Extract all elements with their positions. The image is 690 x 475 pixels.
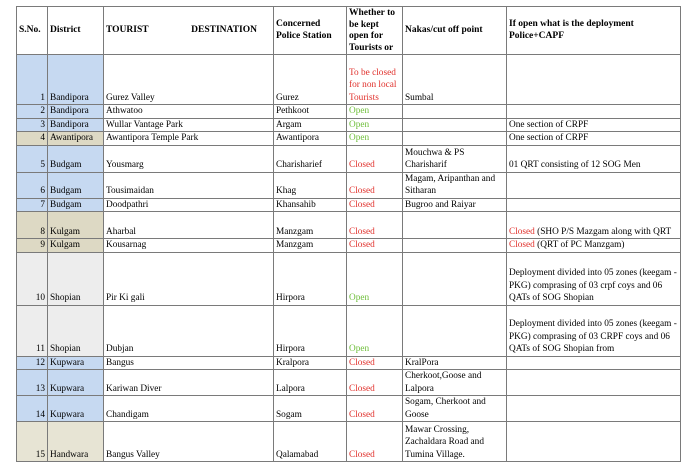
- status-text: Closed: [349, 383, 375, 394]
- cell-police-station: Kralpora: [274, 356, 347, 370]
- cell-deployment: [507, 145, 681, 172]
- cell-deployment: [507, 422, 681, 462]
- cell-district: Budgam: [48, 198, 104, 212]
- cell-police-station: Hirpora: [274, 252, 347, 305]
- cell-deployment: [507, 105, 681, 119]
- table-row: [17, 422, 681, 462]
- cell-sno: 3: [17, 118, 48, 132]
- deployment-status-prefix: Closed: [509, 226, 535, 237]
- cell-deployment: [507, 396, 681, 422]
- cell-destination: Athwatoo: [104, 105, 274, 119]
- cell-open-status: [347, 239, 403, 253]
- cell-nakas: Mouchwa & PS Charisharif: [403, 145, 507, 172]
- status-text: Closed: [349, 186, 375, 196]
- table-row: [17, 145, 681, 172]
- cell-nakas: [403, 105, 507, 119]
- header-district: District: [48, 7, 104, 55]
- status-text: Closed: [349, 226, 375, 237]
- cell-police-station: Pethkoot: [274, 105, 347, 119]
- cell-sno: 1: [17, 55, 48, 105]
- cell-sno: 7: [17, 198, 48, 212]
- table-row: [17, 305, 681, 356]
- header-nakas: Nakas/cut off point: [403, 7, 507, 55]
- cell-deployment: [507, 239, 681, 253]
- cell-deployment: [507, 198, 681, 212]
- cell-sno: 15: [17, 422, 48, 462]
- cell-nakas: [403, 132, 507, 146]
- cell-district: Kupwara: [48, 356, 104, 370]
- cell-sno: 6: [17, 172, 48, 198]
- cell-deployment: [507, 305, 681, 356]
- cell-police-station: Manzgam: [274, 212, 347, 239]
- cell-police-station: Hirpora: [274, 305, 347, 356]
- cell-destination: Tousimaidan: [104, 172, 274, 198]
- cell-nakas: Magam, Aripanthan and Sitharan: [403, 172, 507, 198]
- cell-destination: Dubjan: [104, 305, 274, 356]
- table-row: [17, 370, 681, 396]
- cell-destination: Kariwan Diver: [104, 370, 274, 396]
- table-row: [17, 132, 681, 146]
- cell-nakas: Mawar Crossing, Zachaldara Road and Tumina Village.: [403, 422, 507, 462]
- deployment-text: Deployment divided into 05 zones (keegam -PKG) comprasing of 03 crpf coys and 06 QATs of SOG Shopian: [509, 268, 677, 303]
- cell-sno: 8: [17, 212, 48, 239]
- cell-police-station: Qalamabad: [274, 422, 347, 462]
- cell-destination: Doodpathri: [104, 198, 274, 212]
- table-row: [17, 396, 681, 422]
- deployment-text: (QRT of PC Manzgam): [534, 240, 625, 250]
- cell-destination: Bangus Valley: [104, 422, 274, 462]
- cell-deployment: [507, 212, 681, 239]
- cell-police-station: Manzgam: [274, 239, 347, 253]
- cell-district: Handwara: [48, 422, 104, 462]
- cell-destination: Pir Ki gali: [104, 252, 274, 305]
- cell-district: Kulgam: [48, 212, 104, 239]
- cell-district: Awantipora: [48, 132, 104, 146]
- cell-sno: 5: [17, 145, 48, 172]
- cell-police-station: Khag: [274, 172, 347, 198]
- cell-destination: Yousmarg: [104, 145, 274, 172]
- cell-destination: Kousarnag: [104, 239, 274, 253]
- cell-nakas: [403, 239, 507, 253]
- cell-nakas: Bugroo and Raiyar: [403, 198, 507, 212]
- cell-nakas: Cherkoot,Goose and Lalpora: [403, 370, 507, 396]
- cell-district: Shopian: [48, 252, 104, 305]
- cell-sno: 4: [17, 132, 48, 146]
- cell-open-status: [347, 305, 403, 356]
- header-sno: S.No.: [17, 7, 48, 55]
- cell-sno: 2: [17, 105, 48, 119]
- header-deployment: If open what is the deployment Police+CAPF: [507, 7, 681, 55]
- status-text: To be closed for non local Tourists: [349, 67, 397, 103]
- cell-sno: 12: [17, 356, 48, 370]
- status-text: Closed: [349, 449, 375, 460]
- cell-open-status: [347, 172, 403, 198]
- table-body: [17, 55, 681, 462]
- table-row: [17, 118, 681, 132]
- cell-district: Bandipora: [48, 118, 104, 132]
- cell-open-status: [347, 105, 403, 119]
- table-row: [17, 239, 681, 253]
- cell-open-status: [347, 356, 403, 370]
- table-row: [17, 172, 681, 198]
- status-text: Closed: [349, 199, 375, 210]
- cell-destination: Chandigam: [104, 396, 274, 422]
- status-text: Open: [349, 106, 370, 116]
- cell-open-status: [347, 370, 403, 396]
- header-police-station: Concerned Police Station: [274, 7, 347, 55]
- cell-deployment: [507, 172, 681, 198]
- cell-district: Bandipora: [48, 105, 104, 119]
- cell-police-station: Argam: [274, 118, 347, 132]
- cell-sno: 13: [17, 370, 48, 396]
- cell-deployment: [507, 118, 681, 132]
- cell-deployment: [507, 370, 681, 396]
- cell-open-status: [347, 118, 403, 132]
- cell-destination: Bangus: [104, 356, 274, 370]
- deployment-status-prefix: Closed: [509, 240, 535, 250]
- cell-nakas: [403, 118, 507, 132]
- cell-nakas: [403, 252, 507, 305]
- deployment-text: Deployment divided into 05 zones (keegam -PKG) comprasing of 03 CRPF coys and 06 QATs of SOG Shopian from: [509, 319, 677, 354]
- status-text: Closed: [349, 409, 375, 420]
- cell-deployment: [507, 252, 681, 305]
- cell-district: Budgam: [48, 172, 104, 198]
- cell-open-status: [347, 198, 403, 212]
- cell-nakas: Sumbal: [403, 55, 507, 105]
- cell-destination: Wullar Vantage Park: [104, 118, 274, 132]
- table-row: [17, 212, 681, 239]
- cell-police-station: Awantipora: [274, 132, 347, 146]
- status-text: Open: [349, 344, 370, 354]
- cell-open-status: [347, 132, 403, 146]
- cell-destination: Awantipora Temple Park: [104, 132, 274, 146]
- status-text: Closed: [349, 357, 375, 368]
- cell-police-station: Khansahib: [274, 198, 347, 212]
- cell-open-status: [347, 55, 403, 105]
- deployment-text: (SHO P/S Mazgam along with QRT: [534, 226, 672, 237]
- deployment-text: One section of CRPF: [509, 133, 589, 143]
- table-row: [17, 105, 681, 119]
- cell-nakas: Sogam, Cherkoot and Goose: [403, 396, 507, 422]
- status-text: Closed: [349, 240, 375, 250]
- cell-open-status: [347, 396, 403, 422]
- table-row: [17, 198, 681, 212]
- header-row: [17, 7, 681, 55]
- cell-police-station: Lalpora: [274, 370, 347, 396]
- cell-nakas: [403, 212, 507, 239]
- table-row: [17, 356, 681, 370]
- cell-destination: Gurez Valley: [104, 55, 274, 105]
- status-text: Closed: [349, 160, 375, 170]
- cell-open-status: [347, 252, 403, 305]
- cell-district: Bandipora: [48, 55, 104, 105]
- deployment-text: One section of CRPF: [509, 119, 589, 130]
- cell-district: Kulgam: [48, 239, 104, 253]
- status-text: Open: [349, 119, 370, 130]
- cell-deployment: [507, 132, 681, 146]
- header-destination-left: TOURIST: [106, 24, 149, 35]
- cell-district: Kupwara: [48, 396, 104, 422]
- status-text: Open: [349, 133, 370, 143]
- table-row: [17, 252, 681, 305]
- cell-police-station: Sogam: [274, 396, 347, 422]
- cell-district: Budgam: [48, 145, 104, 172]
- cell-district: Kupwara: [48, 370, 104, 396]
- cell-open-status: [347, 422, 403, 462]
- header-open-status-text: Whether to be kept open for Tourists or: [349, 8, 395, 53]
- cell-district: Shopian: [48, 305, 104, 356]
- header-destination-right: DESTINATION: [191, 24, 257, 35]
- cell-deployment: [507, 55, 681, 105]
- status-text: Open: [349, 293, 370, 303]
- header-destination: [104, 7, 274, 55]
- cell-open-status: [347, 145, 403, 172]
- header-open-status: [347, 7, 403, 55]
- cell-nakas: [403, 305, 507, 356]
- cell-police-station: Gurez: [274, 55, 347, 105]
- cell-sno: 9: [17, 239, 48, 253]
- cell-open-status: [347, 212, 403, 239]
- cell-sno: 11: [17, 305, 48, 356]
- cell-police-station: Charisharief: [274, 145, 347, 172]
- cell-sno: 10: [17, 252, 48, 305]
- cell-nakas: KralPora: [403, 356, 507, 370]
- cell-sno: 14: [17, 396, 48, 422]
- deployment-text: 01 QRT consisting of 12 SOG Men: [509, 160, 641, 170]
- cell-destination: Aharbal: [104, 212, 274, 239]
- table-row: [17, 55, 681, 105]
- tourist-destination-table: [16, 6, 681, 462]
- cell-deployment: [507, 356, 681, 370]
